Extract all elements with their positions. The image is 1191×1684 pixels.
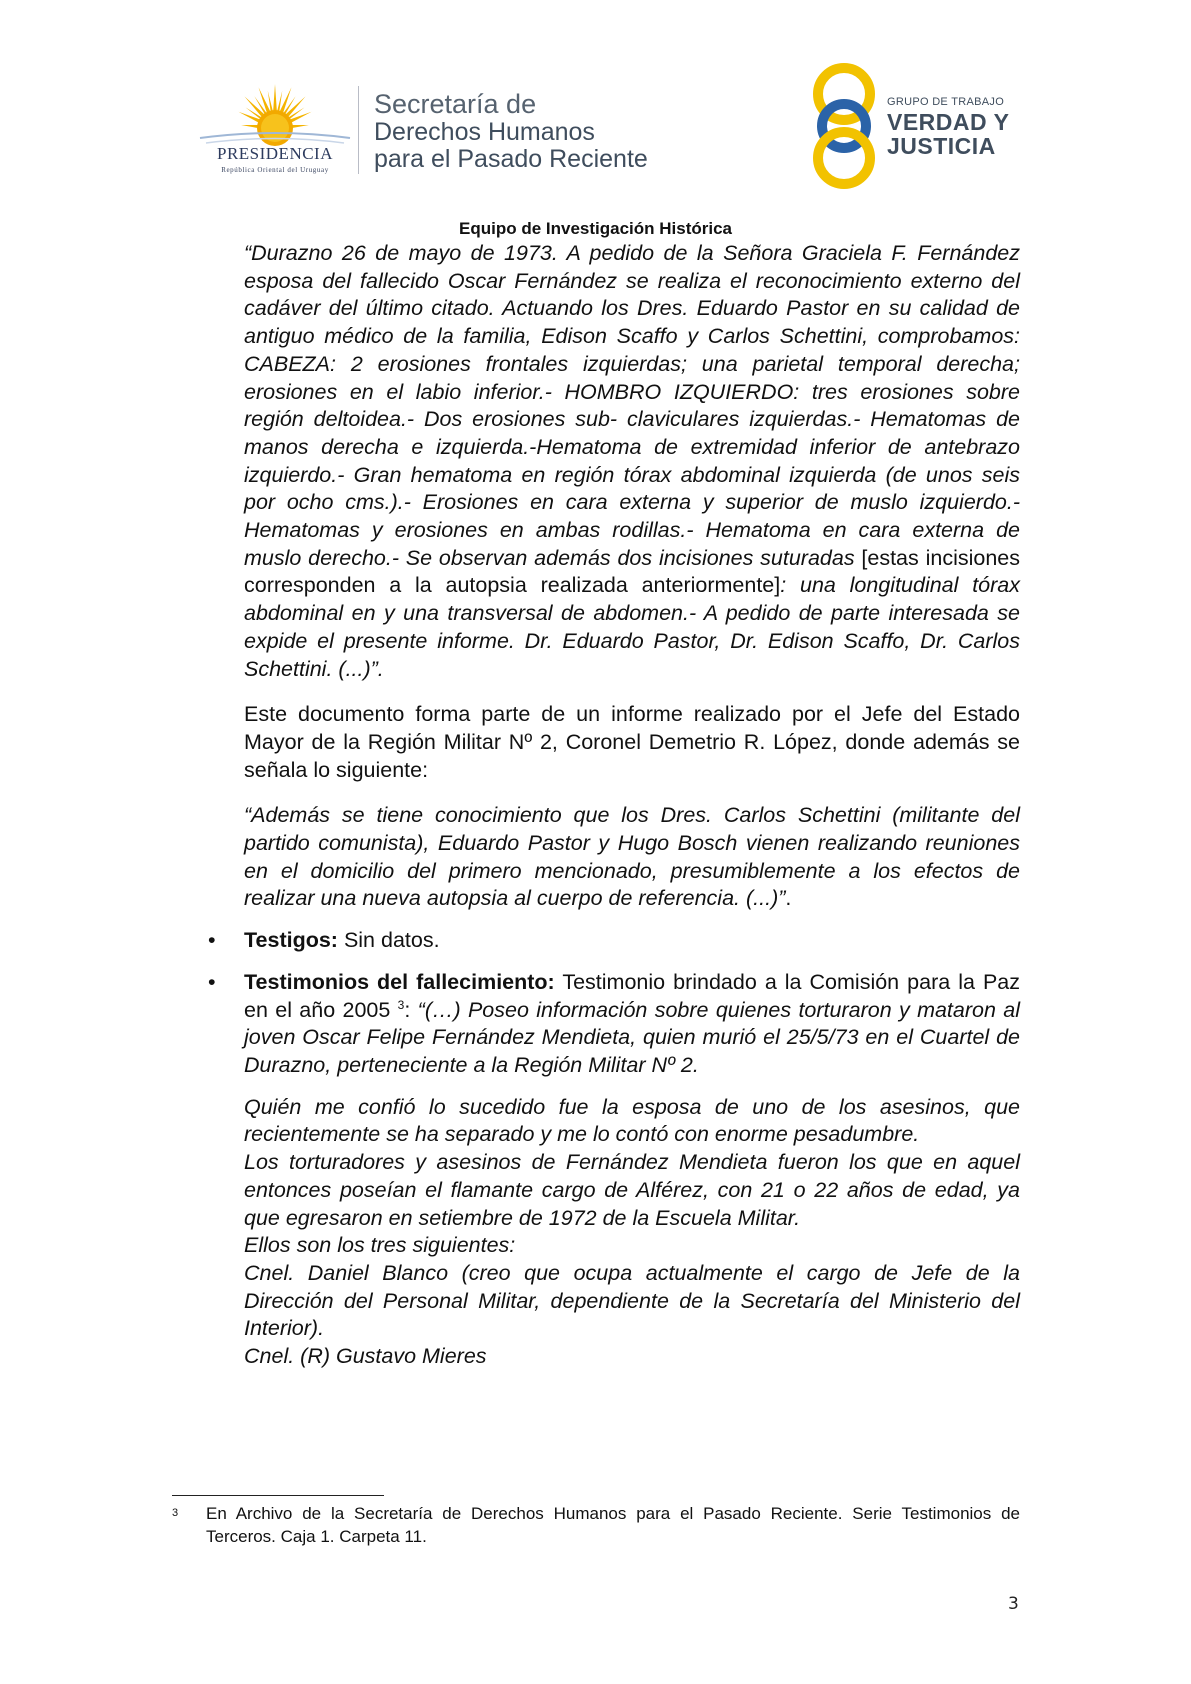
- footnote-text: En Archivo de la Secretaría de Derechos Humanos para el Pasado Reciente. Serie Testimonios de Terceros. Caja 1. Carpeta 11.: [206, 1504, 1020, 1546]
- verdad-justicia-subtitle: GRUPO DE TRABAJO: [887, 96, 1005, 108]
- linked-rings-icon: [808, 62, 888, 190]
- secretaria-line-1: Secretaría de: [374, 89, 537, 119]
- bullet-text-testimonios: Testimonio brindado a la Comisión para la Paz en el año 2005: [244, 969, 1020, 1022]
- testimony-paragraph-5: Cnel. (R) Gustavo Mieres: [244, 1344, 487, 1369]
- quote-autopsy-bracket: [estas incisiones corresponden a la autopsia realizada anteriormente]: [244, 545, 1020, 598]
- secretaria-line-3: para el Pasado Reciente: [374, 145, 648, 173]
- quote-reuniones: [244, 802, 1020, 913]
- quote-autopsy-report: [244, 240, 1020, 683]
- quote-reuniones-text: “Además se tiene conocimiento que los Dres. Carlos Schettini (militante del partido comunista), Eduardo Pastor y Hugo Bosch vienen realizando reuniones en el domicilio del primero mencionado, presumiblemente a los efectos de realizar una nueva autopsia al cuerpo de referencia. (...)”: [244, 803, 1020, 911]
- footnote-separator: [172, 1495, 384, 1496]
- secretaria-logo-text: [374, 90, 648, 173]
- verdad-justicia-title-2: JUSTICIA: [887, 133, 996, 159]
- bullet-text-testigos: Sin datos.: [337, 928, 440, 953]
- page-number: 3: [1008, 1594, 1019, 1614]
- bullet-icon: •: [208, 928, 216, 953]
- presidencia-subtitle: República Oriental del Uruguay: [221, 166, 329, 174]
- footnote: [172, 1502, 1020, 1548]
- bullet-colon: :: [404, 997, 418, 1022]
- list-item-testimonios: [208, 969, 1020, 1080]
- sun-emblem-icon: [196, 82, 354, 148]
- bullet-label-testigos: Testigos:: [244, 928, 338, 953]
- bullet-label-testimonios: Testimonios del fallecimiento:: [244, 969, 555, 994]
- presidencia-logo: [196, 82, 354, 182]
- paragraph-informe: Este documento forma parte de un informe realizado por el Jefe del Estado Mayor de la Región Militar Nº 2, Coronel Demetrio R. López, donde además se señala lo siguiente:: [244, 702, 1020, 782]
- page-header: [0, 0, 1191, 200]
- quote-reuniones-end: .: [785, 886, 792, 911]
- list-item-testigos: [208, 927, 1020, 955]
- quote-autopsy-text: “Durazno 26 de mayo de 1973. A pedido de la Señora Graciela F. Fernández esposa del fallecido Oscar Fernández se realiza el reconocimiento externo del cadáver del último citado. Actuando los Dres. Eduardo Pastor en su calidad de antiguo médico de la familia, Edison Scaffo y Carlos Schettini, comprobamos: CABEZA: 2 erosiones frontales izquierdas; una parietal temporal derecha; erosiones en el labio inferior.- HOMBRO IZQUIERDO: tres erosiones sobre región deltoidea.- Dos erosiones sub- claviculares izquierdas.- Hematomas de manos derecha e izquierda.-Hematoma de extremidad inferior de antebrazo izquierdo.- Gran hematoma en región tórax abdominal izquierda (de unos seis por ocho cms.).- Erosiones en cara externa y superior de muslo izquierdo.- Hematomas y erosiones en ambas rodillas.- Hematoma en cara externa de muslo derecho.- Se observan además dos incisiones suturadas: [244, 241, 1020, 570]
- quote-autopsy-end: : una longitudinal tórax abdominal en y una transversal de abdomen.- A pedido de parte interesada se expide el presente informe. Dr. Eduardo Pastor, Dr. Edison Scaffo, Dr. Carlos Schettini. (...)”.: [244, 573, 1020, 681]
- section-heading: Equipo de Investigación Histórica: [459, 219, 732, 238]
- footnote-reference[interactable]: 3: [397, 997, 405, 1012]
- verdad-justicia-logo: [808, 62, 1018, 190]
- testimony-paragraph-2: Los torturadores y asesinos de Fernández Mendieta fueron los que en aquel entonces poseían el flamante cargo de Alférez, con 21 o 22 años de edad, ya que egresaron en setiembre de 1972 de la Escuela Militar.: [244, 1150, 1020, 1230]
- bullet-quote-testimonios: “(…) Poseo información sobre quienes torturaron y mataron al joven Oscar Felipe Fernández Mendieta, quien murió el 25/5/73 en el Cuartel de Durazno, perteneciente a la Región Militar Nº 2.: [244, 997, 1020, 1077]
- bullet-icon: •: [208, 969, 216, 994]
- header-divider: [358, 86, 359, 174]
- testimony-paragraph-3: Ellos son los tres siguientes:: [244, 1233, 516, 1258]
- document-body: [208, 240, 1020, 1371]
- verdad-justicia-title-1: VERDAD Y: [887, 109, 1010, 135]
- presidencia-title: PRESIDENCIA: [216, 144, 333, 163]
- secretaria-line-2: Derechos Humanos: [374, 118, 595, 146]
- testimony-paragraph-1: Quién me confió lo sucedido fue la esposa de uno de los asesinos, que recientemente se ha separado y me lo contó con enorme pesadumbre.: [244, 1094, 1020, 1147]
- footnote-number: 3: [172, 1507, 179, 1519]
- testimony-paragraph-4: Cnel. Daniel Blanco (creo que ocupa actualmente el cargo de Jefe de la Dirección del Personal Militar, dependiente de la Secretaría del Ministerio del Interior).: [244, 1260, 1020, 1341]
